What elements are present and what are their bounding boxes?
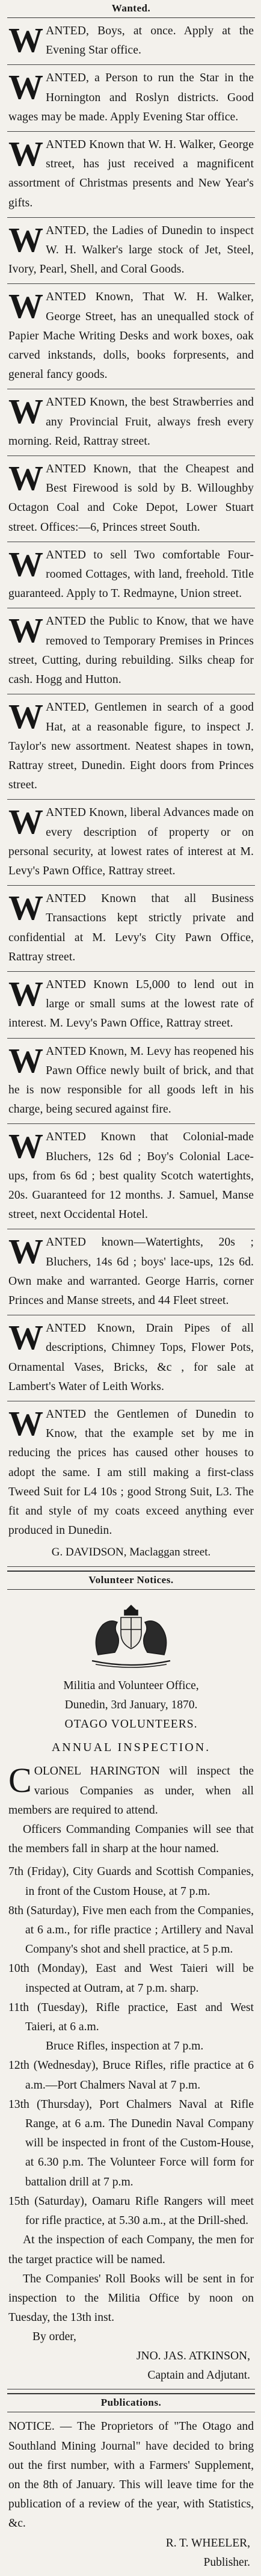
drop-cap: C	[8, 1761, 32, 1800]
classified-ad	[7, 18, 255, 65]
drop-cap: W	[8, 1318, 44, 1357]
drop-cap: W	[8, 802, 44, 842]
volunteer-notice	[7, 1590, 255, 2389]
drop-cap: W	[8, 20, 44, 60]
section-heading-volunteer: Volunteer Notices.	[7, 1571, 255, 1590]
drop-cap: W	[8, 392, 44, 431]
ad-signature: G. DAVIDSON, Maclaggan street.	[51, 1546, 211, 1559]
classified-ad	[7, 65, 255, 132]
ad-text: ANTED the Gentlemen of Dunedin to Know, that the example set by me in reducing the prices has caused other houses to adopt the same. I am still making a first-class Tweed Suit for L4 10s ; good Strong Suit, L3. The fit and style of my coats exceed anything ever produced in Dunedin.	[8, 1408, 254, 1537]
schedule-item: 12th (Wednesday), Bruce Rifles, rifle practice at 6 a.m.—Port Chalmers Naval at 7 p.m.	[8, 2059, 254, 2092]
classified-ad	[7, 694, 255, 800]
classified-ad	[7, 456, 255, 542]
closing-note: At the inspection of each Company, the men for the target practice will be named.	[8, 2234, 254, 2266]
publisher-title: Publisher.	[203, 2556, 250, 2569]
classified-ad	[7, 542, 255, 609]
schedule-item: 15th (Saturday), Oamaru Rifle Rangers will meet for rifle practice, at 5.30 a.m., at the Drill-shed.	[8, 2195, 254, 2228]
schedule-item: Bruce Rifles, inspection at 7 p.m.	[46, 2040, 204, 2053]
classified-ad	[7, 800, 255, 886]
drop-cap: W	[8, 1232, 44, 1271]
notice-heading: ANNUAL INSPECTION.	[51, 1741, 211, 1755]
office-line: Militia and Volunteer Office,	[63, 1679, 199, 1693]
drop-cap: W	[8, 459, 44, 498]
classified-ad	[7, 608, 255, 694]
ad-text: ANTED the Public to Know, that we have removed to Temporary Premises in Princes street, Cutting, during rebuilding. Silks cheap for cash. Hogg and Hutton.	[8, 615, 254, 687]
classified-ad	[7, 1039, 255, 1125]
schedule-item: 10th (Monday), East and West Taieri will be inspected at Outram, at 7 p.m. sharp.	[8, 1962, 254, 1995]
officers-instruction: Officers Commanding Companies will see that the members fall in sharp at the hour named.	[8, 1823, 254, 1856]
ad-text: ANTED Known that Colonial-made Bluchers, 12s 6d ; Boy's Colonial Lace-ups, from 6s 6d ; best quality Scotch watertights, 20s. Guaranteed for 12 months. J. Samuel, Manse street, next Occidental Hotel.	[8, 1131, 254, 1222]
ad-text: ANTED to sell Two comfortable Four-roomed Cottages, with land, freehold. Title guaranteed. Apply to T. Redmayne, Union street.	[8, 548, 254, 601]
ad-text: ANTED Known, the best Strawberries and any Provincial Fruit, always fresh every morning. Reid, Rattray street.	[8, 396, 254, 448]
classified-ad	[7, 284, 255, 389]
ad-text: ANTED Known, liberal Advances made on every description of property or on personal security, at lowest rates of interest at M. Levy's Pawn Office, Rattray street.	[8, 806, 254, 877]
ad-text: ANTED Known that W. H. Walker, George street, has just received a magnificent assortment of Christmas presents and New Year's gifts.	[8, 138, 254, 209]
by-order: By order,	[32, 2330, 76, 2344]
drop-cap: W	[8, 286, 44, 326]
classified-ad	[7, 1401, 255, 1567]
ad-text: ANTED, a Person to run the Star in the Hornington and Roslyn districts. Good wages may be made. Apply Evening Star office.	[8, 72, 254, 123]
roll-books-note: The Companies' Roll Books will be sent in for inspection to the Militia Office by noon on Tuesday, the 13th inst.	[8, 2272, 254, 2324]
ad-text: ANTED Known, that the Cheapest and Best Firewood is sold by B. Willoughby Octagon Coal and Coke Depot, Lower Stuart street. Offices:—6, Princes street South.	[8, 463, 254, 534]
classified-ad	[7, 972, 255, 1039]
classified-ad	[7, 132, 255, 218]
classified-ad	[7, 1315, 255, 1401]
signatory-name: JNO. JAS. ATKINSON,	[136, 2350, 250, 2363]
publication-notice	[7, 2412, 255, 2575]
schedule-item: 7th (Friday), City Guards and Scottish Companies, in front of the Custom House, at 7 p.m.	[8, 1865, 254, 1898]
ad-text: ANTED, Gentlemen in search of a good Hat, at a reasonable figure, to inspect J. Taylor's new assortment. Neatest shapes in town, Rattray street, Dunedin. Eight doors from Princes street.	[8, 701, 254, 792]
drop-cap: W	[8, 888, 44, 928]
classified-ad	[7, 389, 255, 456]
drop-cap: W	[8, 1040, 44, 1080]
classified-ad	[7, 218, 255, 285]
drop-cap: W	[8, 1126, 44, 1166]
unit-title: OTAGO VOLUNTEERS.	[64, 1718, 198, 1731]
date-line: Dunedin, 3rd January, 1870.	[64, 1699, 198, 1712]
classified-ad	[7, 1229, 255, 1315]
schedule-item: 13th (Thursday), Port Chalmers Naval at Rifle Range, at 6 a.m. The Dunedin Naval Company will be inspected in front of the Custom-House, at 6.30 p.m. The Volunteer Force will form for battalion drill at 7 p.m.	[8, 2098, 254, 2188]
drop-cap: W	[8, 544, 44, 584]
section-heading-wanted: Wanted.	[7, 0, 255, 18]
ad-text: ANTED Known that all Business Transactions kept strictly private and confidential at M. Levy's City Pawn Office, Rattray street.	[8, 892, 254, 963]
signatory-title: Captain and Adjutant.	[147, 2369, 250, 2382]
ad-text: ANTED known—Watertights, 20s ; Bluchers, 14s 6d ; boys' lace-ups, 12s 6d. Own make and warranted. George Harris, corner Princes and Manse streets, and 44 Fleet street.	[8, 1236, 254, 1307]
notice-intro: COLONEL HARINGTON will inspect the various Companies as under, when all members are required to attend.	[8, 1761, 254, 1817]
inspection-schedule	[8, 1862, 254, 2231]
drop-cap: W	[8, 697, 44, 737]
ad-text: ANTED, the Ladies of Dunedin to inspect W. H. Walker's large stock of Jet, Steel, Ivory, Pearl, Shell, and Coral Goods.	[8, 224, 254, 276]
ad-text: ANTED Known L5,000 to lend out in large or small sums at the lowest rate of interest. M. Levy's Pawn Office, Rattray street.	[8, 978, 254, 1030]
drop-cap: W	[8, 67, 44, 107]
section-heading-publications: Publications.	[7, 2393, 255, 2412]
schedule-item: 11th (Tuesday), Rifle practice, East and West Taieri, at 6 a.m.	[8, 2001, 254, 2034]
publisher-name: R. T. WHEELER,	[165, 2536, 250, 2550]
drop-cap: W	[8, 611, 44, 650]
drop-cap: W	[8, 134, 44, 174]
ad-text: ANTED Known, Drain Pipes of all descriptions, Chimney Tops, Flower Pots, Ornamental Vases, Bricks, &c , for sale at Lambert's Water of Leith Works.	[8, 1322, 254, 1393]
schedule-item: 8th (Saturday), Five men each from the Companies, at 6 a.m., for rifle practice ; Artillery and Naval Company's shot and shell practice, at 5 p.m.	[8, 1904, 254, 1956]
wanted-ads	[7, 18, 255, 1567]
classified-ad	[7, 886, 255, 972]
royal-coat-of-arms-icon	[74, 1601, 188, 1673]
publication-text: NOTICE. — The Proprietors of "The Otago and Southland Mining Journal" have decided to bring out the first number, with a Farmers' Supplement, on the 8th of January. This will leave time for the publication of a review of the year, with Statistics, &c.	[8, 2420, 254, 2530]
drop-cap: W	[8, 974, 44, 1013]
ad-text: ANTED Known, That W. H. Walker, George Street, has an unequalled stock of Papier Mache Writing Desks and work boxes, oak carved inkstands, dolls, books forpresents, and general fancy goods.	[8, 291, 254, 381]
drop-cap: W	[8, 1404, 44, 1443]
ad-text: ANTED Known, M. Levy has reopened his Pawn Office newly built of brick, and that he is now responsible for all goods left in his charge, being secured against fire.	[8, 1045, 254, 1116]
ad-text: ANTED, Boys, at once. Apply at the Evening Star office.	[46, 25, 254, 57]
drop-cap: W	[8, 220, 44, 259]
classified-ad	[7, 1124, 255, 1229]
